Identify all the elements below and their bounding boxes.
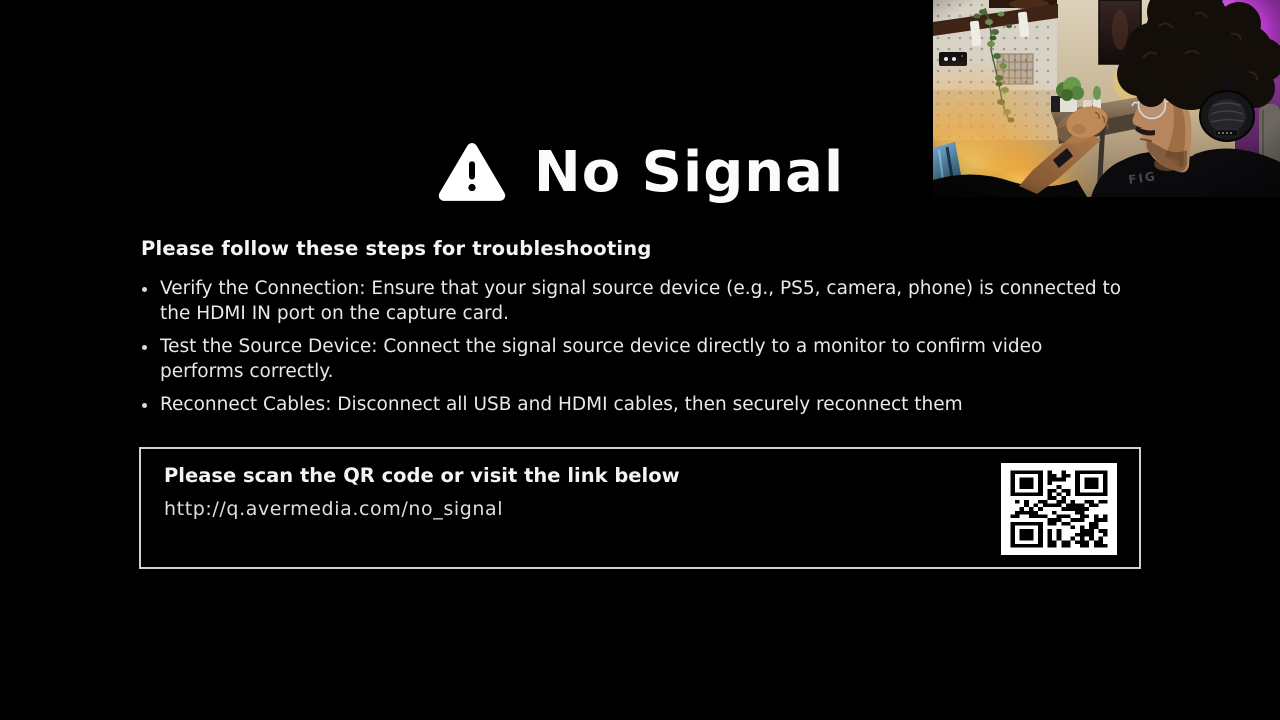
- list-item-text: Reconnect Cables: Disconnect all USB and HDMI cables, then securely reconnect them: [160, 394, 963, 415]
- warning-triangle-icon: [436, 142, 508, 202]
- qr-panel-url: http://q.avermedia.com/no_signal: [164, 498, 504, 520]
- troubleshooting-heading: Please follow these steps for troubleshooting: [141, 237, 652, 260]
- bullet-dot-icon: [142, 403, 147, 408]
- list-item: [141, 335, 1065, 384]
- list-item: [141, 393, 1140, 418]
- qr-panel-heading: Please scan the QR code or visit the link below: [164, 464, 680, 487]
- vignette: [933, 0, 1280, 197]
- list-item-text: Verify the Connection: Ensure that your signal source device (e.g., PS5, camera, phone) is connected to the HDMI IN port on the capture card.: [160, 278, 1122, 324]
- troubleshooting-list: [141, 277, 1146, 418]
- bullet-dot-icon: [142, 345, 147, 350]
- bullet-dot-icon: [142, 287, 147, 292]
- list-item-text: Test the Source Device: Connect the signal source device directly to a monitor to confirm video performs correctly.: [160, 336, 1043, 382]
- page-title: No Signal: [533, 139, 845, 205]
- qr-code-icon: [1001, 463, 1117, 555]
- qr-panel: [139, 447, 1141, 569]
- webcam-overlay: [933, 0, 1280, 197]
- troubleshooting-section: [141, 237, 1146, 427]
- list-item: [141, 277, 1140, 326]
